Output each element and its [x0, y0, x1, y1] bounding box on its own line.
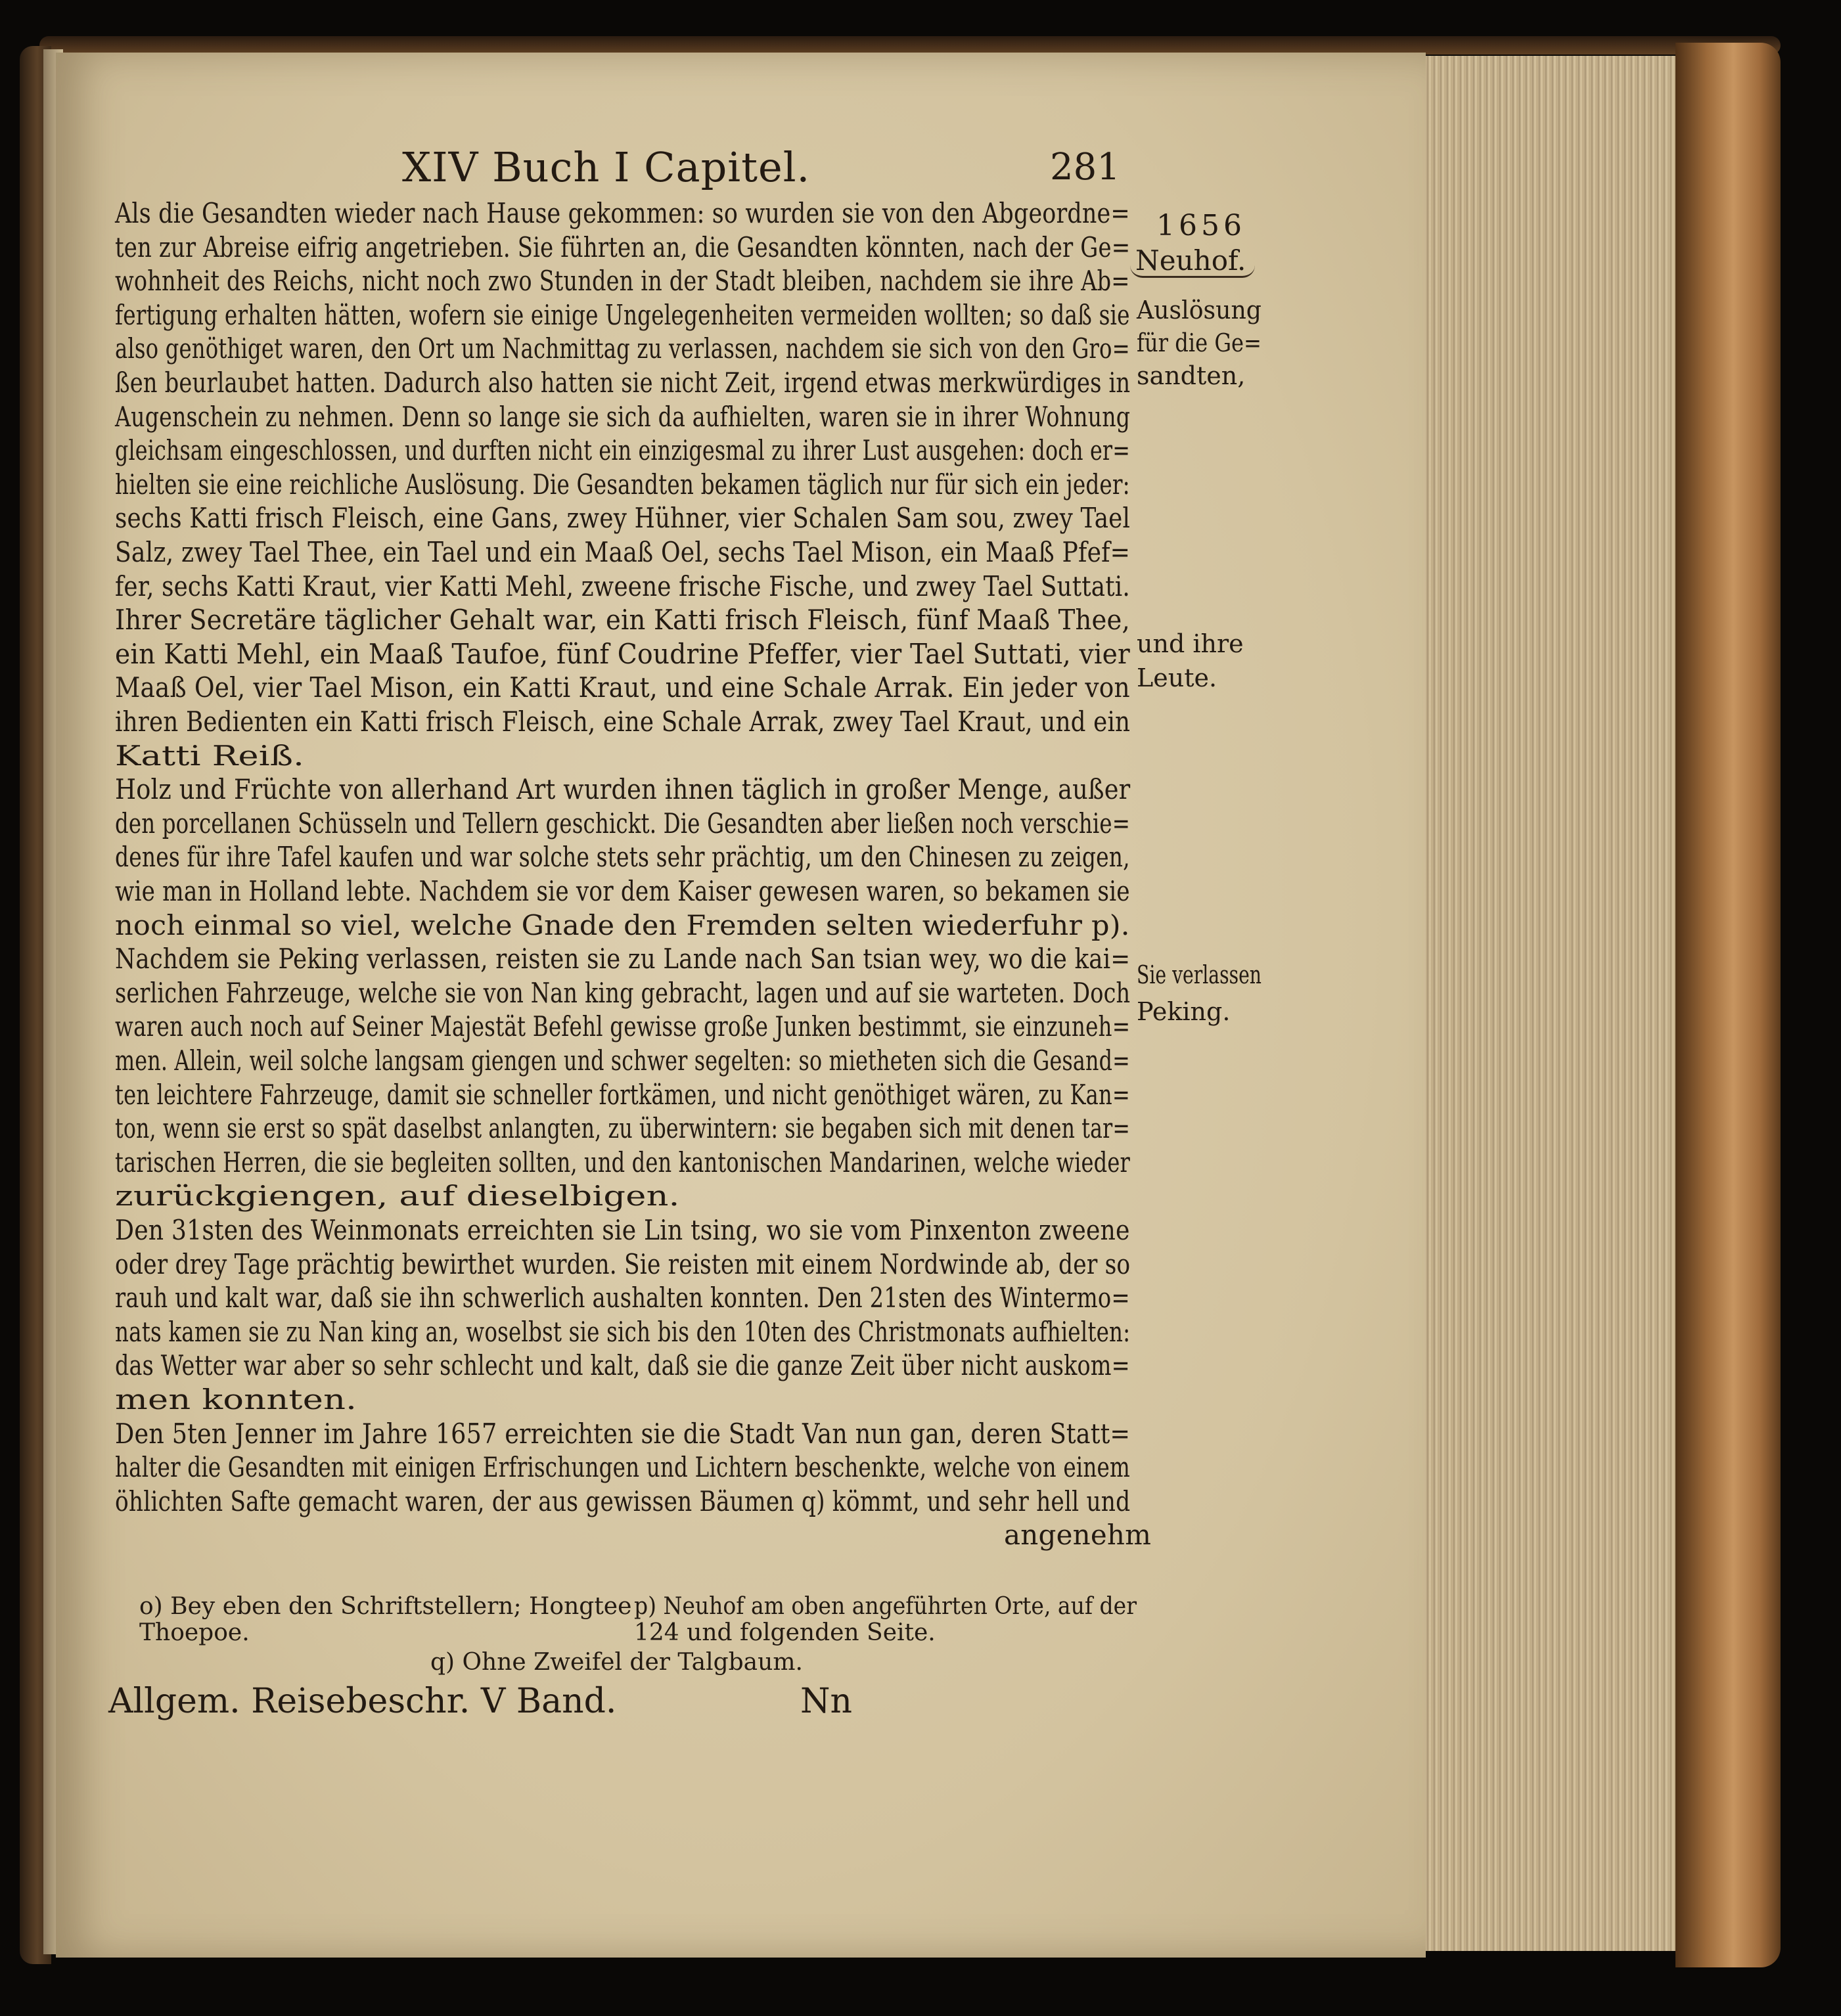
book-cover-right: [1675, 43, 1781, 1967]
body-line: rauh und kalt war, daß sie ihn schwerlich aushalten konnten. Den 21sten des Wintermo=: [115, 1282, 1130, 1314]
body-line: tarischen Herren, die sie begleiten sollten, und den kantonischen Mandarinen, welche wieder: [115, 1146, 1130, 1178]
body-line: Holz und Früchte von allerhand Art wurden ihnen täglich in großer Menge, außer: [115, 773, 1131, 806]
margin-note-servants: und ihre: [1137, 629, 1244, 658]
margin-note-allowance: Auslösung: [1137, 296, 1261, 325]
footnote-q: q) Ohne Zweifel der Talgbaum.: [430, 1649, 803, 1676]
body-line: Katti Reiß.: [115, 739, 305, 772]
book-cover-top-edge: [39, 36, 1781, 55]
body-line: halter die Gesandten mit einigen Erfrischungen und Lichtern beschenkte, welche von einem: [115, 1451, 1130, 1484]
margin-note-leave-peking: Sie verlassen: [1137, 960, 1261, 989]
body-line: nats kamen sie zu Nan king an, woselbst sie sich bis den 10ten des Christmonats aufhielten:: [115, 1315, 1131, 1348]
body-line: wohnheit des Reichs, nicht noch zwo Stunden in der Stadt bleiben, nachdem sie ihre Ab=: [115, 265, 1130, 298]
body-line: das Wetter war aber so sehr schlecht und kalt, daß sie die ganze Zeit über nicht auskom=: [115, 1349, 1130, 1382]
page-stack-edge: [1426, 56, 1689, 1951]
body-line: Den 31sten des Weinmonats erreichten sie Lin tsing, wo sie vom Pinxenton zweene: [115, 1214, 1130, 1246]
margin-note-year: 1656: [1156, 209, 1246, 242]
margin-note-servants: Leute.: [1137, 663, 1217, 692]
footnote-o: o) Bey eben den Schriftstellern; Hongtee: [139, 1593, 632, 1620]
signature-left: Allgem. Reisebeschr. V Band.: [108, 1682, 617, 1721]
body-line: zurückgiengen, auf dieselbigen.: [115, 1180, 680, 1213]
body-line: fer, sechs Katti Kraut, vier Katti Mehl, zweene frische Fische, und zwey Tael Suttati.: [115, 570, 1130, 602]
body-line: Nachdem sie Peking verlassen, reisten sie zu Lande nach San tsian wey, wo die kai=: [115, 943, 1131, 975]
margin-note-leave-peking: Peking.: [1137, 997, 1231, 1026]
body-line: ten leichtere Fahrzeuge, damit sie schneller fortkämen, und nicht genöthiget wären, zu Kan=: [115, 1078, 1130, 1111]
body-line: wie man in Holland lebte. Nachdem sie vor dem Kaiser gewesen waren, so bekamen sie: [115, 875, 1130, 907]
body-line: gleichsam eingeschlossen, und durften nicht ein einzigesmal zu ihrer Lust ausgehen: doch er=: [115, 434, 1130, 467]
body-line: Maaß Oel, vier Tael Mison, ein Katti Kraut, und eine Schale Arrak. Ein jeder von: [115, 671, 1130, 704]
body-line: also genöthiget waren, den Ort um Nachmittag zu verlassen, nachdem sie sich von den Gro=: [115, 332, 1130, 365]
body-line: fertigung erhalten hätten, wofern sie einige Ungelegenheiten vermeiden wollten; so daß sie: [115, 298, 1130, 331]
body-line: öhlichten Safte gemacht waren, der aus gewissen Bäumen q) kömmt, und sehr hell und: [115, 1485, 1131, 1517]
signature-mark: Nn: [800, 1682, 852, 1721]
body-line: sechs Katti frisch Fleisch, eine Gans, zwey Hühner, vier Schalen Sam sou, zwey Tael: [115, 502, 1131, 535]
footnote-p-cont: 124 und folgenden Seite.: [634, 1619, 936, 1646]
margin-brace: [1130, 265, 1255, 278]
body-line: men konnten.: [115, 1383, 357, 1416]
body-line: Augenschein zu nehmen. Denn so lange sie sich da aufhielten, waren sie in ihrer Wohnung: [115, 400, 1131, 433]
page-number: 281: [1050, 146, 1120, 189]
margin-note-allowance: sandten,: [1137, 361, 1246, 390]
body-line: serlichen Fahrzeuge, welche sie von Nan king gebracht, lagen und auf sie warteten. Doch: [115, 976, 1131, 1009]
body-line: ihren Bedienten ein Katti frisch Fleisch, eine Schale Arrak, zwey Tael Kraut, und ein: [115, 706, 1131, 738]
body-line: denes für ihre Tafel kaufen und war solche stets sehr prächtig, um den Chinesen zu zeigen,: [115, 841, 1130, 874]
body-line: Ihrer Secretäre täglicher Gehalt war, ein Katti frisch Fleisch, fünf Maaß Thee,: [115, 604, 1130, 637]
running-header: XIV Buch I Capitel.: [402, 143, 811, 191]
margin-note-allowance: für die Ge=: [1137, 328, 1261, 357]
body-line: oder drey Tage prächtig bewirthet wurden. Sie reisten mit einem Nordwinde ab, der so: [115, 1247, 1131, 1280]
body-line: den porcellanen Schüsseln und Tellern geschickt. Die Gesandten aber ließen noch verschie=: [115, 807, 1131, 840]
body-line: Den 5ten Jenner im Jahre 1657 erreichten sie die Stadt Van nun gan, deren Statt=: [115, 1417, 1131, 1450]
body-line: ton, wenn sie erst so spät daselbst anlangten, zu überwintern: sie begaben sich mit denen tar=: [115, 1112, 1131, 1145]
body-line: Als die Gesandten wieder nach Hause gekommen: so wurden sie von den Abgeordne=: [115, 197, 1130, 229]
body-line: waren auch noch auf Seiner Majestät Befehl gewisse große Junken bestimmt, sie einzuneh=: [115, 1010, 1131, 1043]
footnote-p: p) Neuhof am oben angeführten Orte, auf der: [634, 1593, 1137, 1620]
body-line: hielten sie eine reichliche Auslösung. Die Gesandten bekamen täglich nur für sich ein jeder:: [115, 468, 1130, 501]
footnote-o-cont: Thoepoe.: [139, 1619, 250, 1646]
body-line: ten zur Abreise eifrig angetrieben. Sie führten an, die Gesandten könnten, nach der Ge=: [115, 231, 1131, 263]
body-line: men. Allein, weil solche langsam giengen und schwer segelten: so mietheten sich die Gesand=: [115, 1044, 1130, 1077]
body-line: noch einmal so viel, welche Gnade den Fremden selten wiederfuhr p).: [115, 908, 1130, 941]
body-line: Salz, zwey Tael Thee, ein Tael und ein Maaß Oel, sechs Tael Mison, ein Maaß Pfef=: [115, 536, 1131, 568]
margin-note-source: Neuhof.: [1135, 244, 1246, 277]
body-line: ein Katti Mehl, ein Maaß Taufoe, fünf Coudrine Pfeffer, vier Tael Suttati, vier: [115, 637, 1130, 670]
body-line: ßen beurlaubet hatten. Dadurch also hatten sie nicht Zeit, irgend etwas merkwürdiges in: [115, 367, 1131, 399]
body-line: angenehm: [1004, 1519, 1152, 1552]
